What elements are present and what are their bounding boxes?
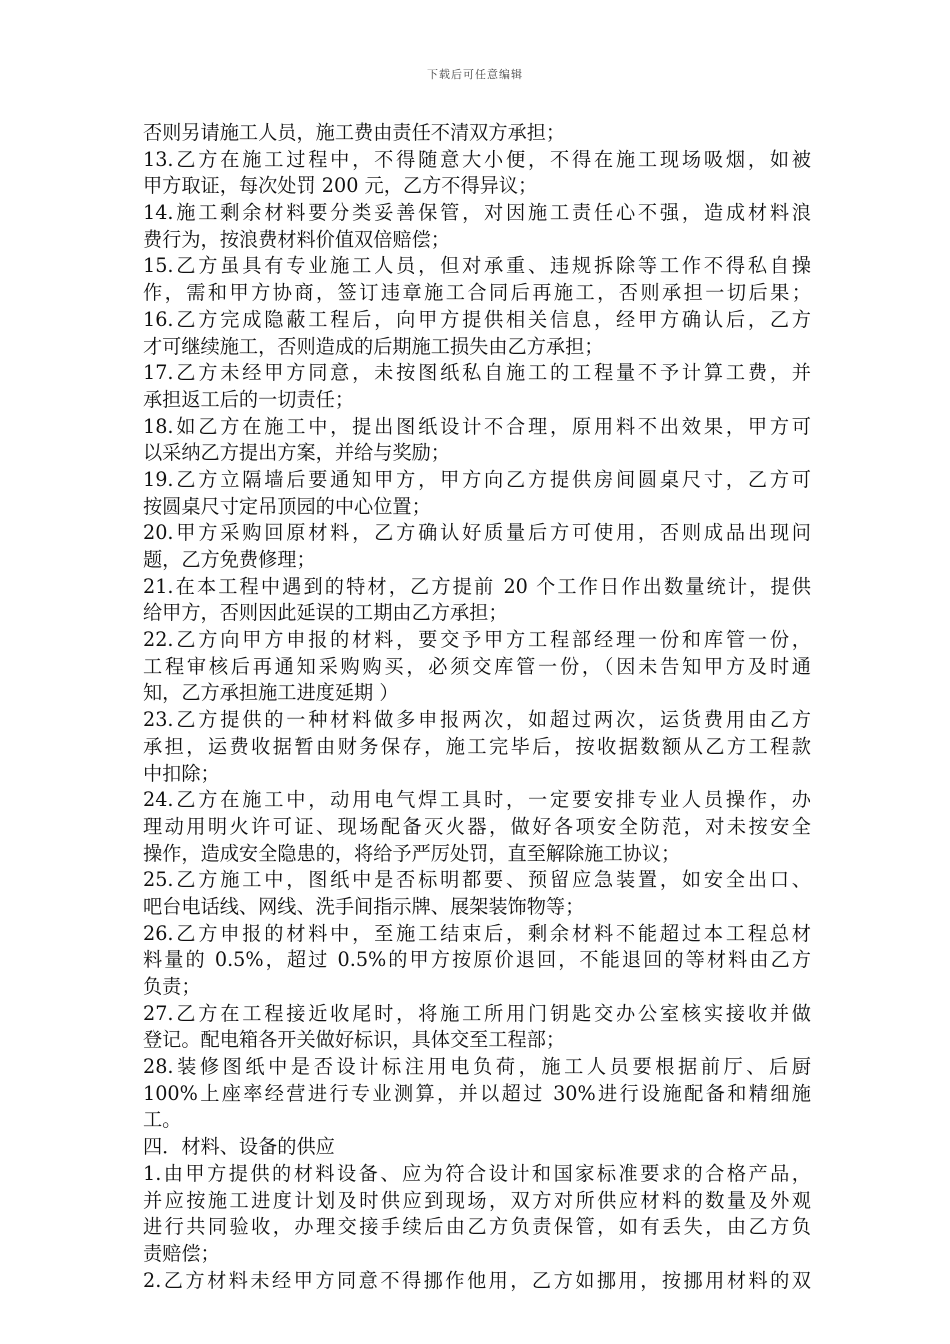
text-line: 24.乙方在施工中，动用电气焊工具时，一定要安排专业人员操作，办 [143,788,811,812]
text-line: 15.乙方虽具有专业施工人员，但对承重、违规拆除等工作不得私自操 [143,254,811,278]
text-line: 理动用明火许可证、现场配备灭火器，做好各项安全防范，对未按安全 [143,814,811,838]
text-line: 19.乙方立隔墙后要通知甲方，甲方向乙方提供房间圆桌尺寸，乙方可 [143,467,811,491]
text-line: 知，乙方承担施工进度延期 ） [143,681,399,705]
text-line: 吧台电话线、网线、洗手间指示牌、展架装饰物等； [143,894,585,918]
text-line: 18.如乙方在施工中，提出图纸设计不合理，原用料不出效果，甲方可 [143,414,811,438]
text-line: 负责； [143,975,201,998]
text-line: 17.乙方未经甲方同意，未按图纸私自施工的工程量不予计算工费，并 [143,361,811,385]
text-line: 题，乙方免费修理； [143,548,316,571]
text-line: 料量的 0.5%，超过 0.5%的甲方按原价退回，不能退回的等材料由乙方 [143,948,811,972]
text-line: 中扣除； [143,761,220,785]
text-line: 费行为，按浪费材料价值双倍赔偿； [143,227,450,251]
text-line: 20.甲方采购回原材料，乙方确认好质量后方可使用，否则成品出现问 [143,521,811,545]
text-line: 23.乙方提供的一种材料做多申报两次，如超过两次，运货费用由乙方 [143,708,811,732]
text-line: 并应按施工进度计划及时供应到现场，双方对所供应材料的数量及外观 [143,1188,811,1212]
text-line: 登记。配电箱各开关做好标识，具体交至工程部； [143,1028,566,1052]
text-line: 承担，运费收据暂由财务保存，施工完毕后，按收据数额从乙方工程款 [143,734,811,758]
text-line: 27.乙方在工程接近收尾时，将施工所用门钥匙交办公室核实接收并做 [143,1001,811,1025]
page-header: 下载后可任意编辑 [427,68,523,81]
text-line: 1.由甲方提供的材料设备、应为符合设计和国家标准要求的合格产品， [143,1161,811,1185]
text-line: 给甲方，否则因此延误的工期由乙方承担； [143,601,508,625]
text-line: 按圆桌尺寸定吊顶园的中心位置； [143,494,431,518]
text-line: 工程审核后再通知采购购买，必须交库管一份，（因未告知甲方及时通 [143,654,811,678]
text-line: 作，需和甲方协商，签订违章施工合同后再施工，否则承担一切后果； [143,281,811,305]
text-line: 工。 [143,1108,182,1132]
text-line: 承担返工后的一切责任； [143,387,355,411]
text-line: 甲方取证，每次处罚 200 元，乙方不得异议； [143,174,538,198]
text-line: 22.乙方向甲方申报的材料，要交予甲方工程部经理一份和库管一份， [143,628,811,652]
text-line: 以采纳乙方提出方案，并给与奖励； [143,441,450,465]
text-line: 21.在本工程中遇到的特材，乙方提前 20 个工作日作出数量统计，提供 [143,574,811,598]
text-line: 责赔偿； [143,1241,220,1265]
text-line: 进行共同验收，办理交接手续后由乙方负责保管，如有丢失，由乙方负 [143,1215,811,1239]
text-line: 操作，造成安全隐患的，将给予严厉处罚，直至解除施工协议； [143,841,681,865]
text-line: 13.乙方在施工过程中，不得随意大小便，不得在施工现场吸烟，如被 [143,147,811,171]
text-line: 26.乙方申报的材料中，至施工结束后，剩余材料不能超过本工程总材 [143,921,811,945]
text-line: 25.乙方施工中，图纸中是否标明都要、预留应急装置，如安全出口、 [143,868,811,892]
text-line: 100%上座率经营进行专业测算，并以超过 30%进行设施配备和精细施 [143,1081,811,1105]
text-line: 否则另请施工人员，施工费由责任不清双方承担； [143,121,566,144]
text-line: 28.装修图纸中是否设计标注用电负荷，施工人员要根据前厅、后厨 [143,1055,811,1079]
text-line: 14.施工剩余材料要分类妥善保管，对因施工责任心不强，造成材料浪 [143,201,811,225]
text-line: 四．材料、设备的供应 [143,1135,335,1159]
document-body [143,120,811,1294]
text-line: 才可继续施工，否则造成的后期施工损失由乙方承担； [143,334,604,358]
text-line: 16.乙方完成隐蔽工程后，向甲方提供相关信息，经甲方确认后，乙方 [143,307,811,331]
text-line: 2.乙方材料未经甲方同意不得挪作他用，乙方如挪用，按挪用材料的双 [143,1268,811,1292]
